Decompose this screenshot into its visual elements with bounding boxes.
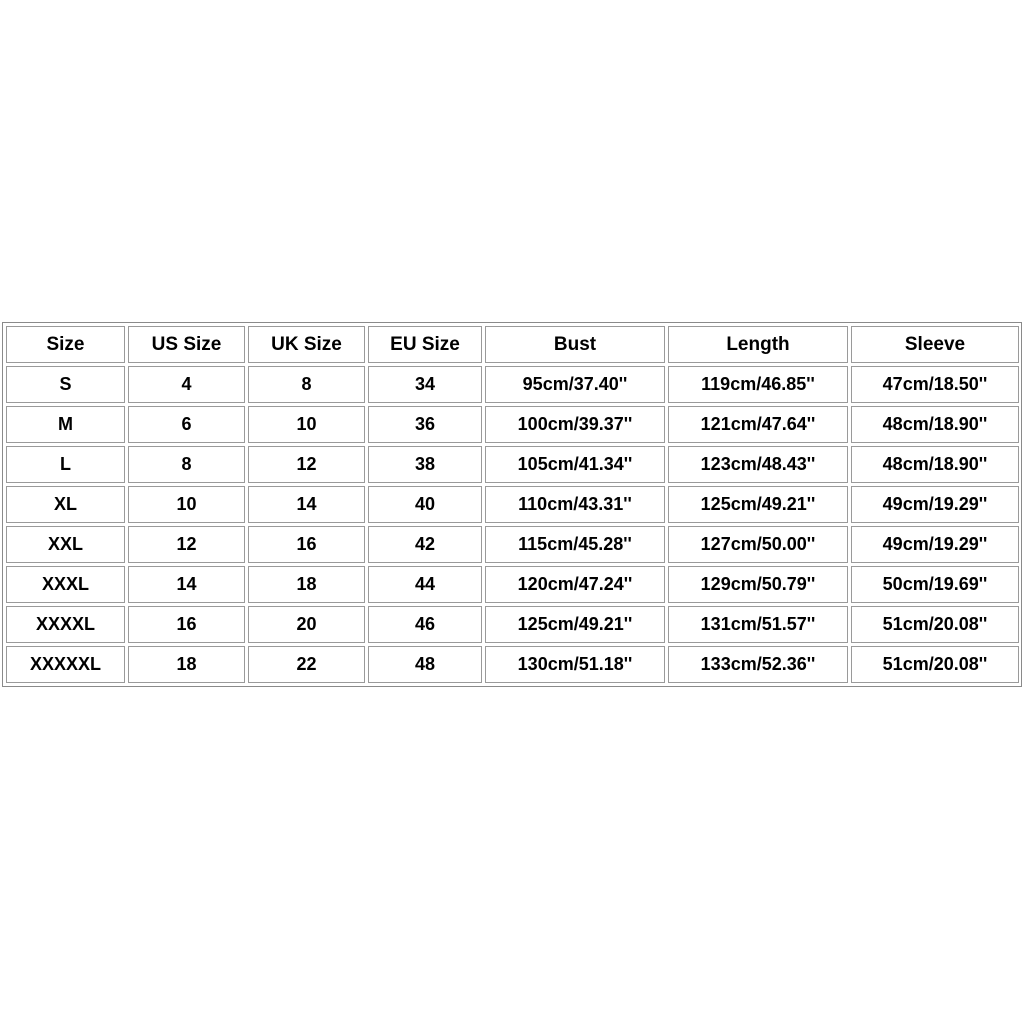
cell-length: 123cm/48.43'' xyxy=(668,446,848,483)
cell-bust: 105cm/41.34'' xyxy=(485,446,665,483)
cell-us-size: 4 xyxy=(128,366,245,403)
cell-sleeve: 47cm/18.50'' xyxy=(851,366,1019,403)
cell-size: XL xyxy=(6,486,125,523)
header-us-size: US Size xyxy=(128,326,245,363)
cell-length: 125cm/49.21'' xyxy=(668,486,848,523)
cell-eu-size: 42 xyxy=(368,526,482,563)
table-row xyxy=(6,406,1019,443)
cell-size: L xyxy=(6,446,125,483)
cell-sleeve: 48cm/18.90'' xyxy=(851,406,1019,443)
cell-sleeve: 50cm/19.69'' xyxy=(851,566,1019,603)
cell-uk-size: 18 xyxy=(248,566,365,603)
cell-size: XXL xyxy=(6,526,125,563)
cell-bust: 95cm/37.40'' xyxy=(485,366,665,403)
table-row xyxy=(6,566,1019,603)
size-chart-table xyxy=(3,323,1022,686)
cell-size: M xyxy=(6,406,125,443)
cell-uk-size: 10 xyxy=(248,406,365,443)
cell-us-size: 16 xyxy=(128,606,245,643)
cell-sleeve: 51cm/20.08'' xyxy=(851,646,1019,683)
header-size: Size xyxy=(6,326,125,363)
table-row xyxy=(6,366,1019,403)
cell-us-size: 12 xyxy=(128,526,245,563)
cell-uk-size: 22 xyxy=(248,646,365,683)
cell-us-size: 8 xyxy=(128,446,245,483)
cell-bust: 125cm/49.21'' xyxy=(485,606,665,643)
cell-uk-size: 16 xyxy=(248,526,365,563)
header-sleeve: Sleeve xyxy=(851,326,1019,363)
cell-size: S xyxy=(6,366,125,403)
cell-us-size: 14 xyxy=(128,566,245,603)
cell-eu-size: 48 xyxy=(368,646,482,683)
cell-eu-size: 40 xyxy=(368,486,482,523)
cell-eu-size: 38 xyxy=(368,446,482,483)
cell-bust: 115cm/45.28'' xyxy=(485,526,665,563)
cell-uk-size: 14 xyxy=(248,486,365,523)
cell-length: 129cm/50.79'' xyxy=(668,566,848,603)
header-row xyxy=(6,326,1019,363)
header-uk-size: UK Size xyxy=(248,326,365,363)
cell-bust: 130cm/51.18'' xyxy=(485,646,665,683)
cell-length: 119cm/46.85'' xyxy=(668,366,848,403)
header-length: Length xyxy=(668,326,848,363)
cell-length: 121cm/47.64'' xyxy=(668,406,848,443)
table-row xyxy=(6,606,1019,643)
cell-size: XXXXL xyxy=(6,606,125,643)
cell-us-size: 10 xyxy=(128,486,245,523)
cell-length: 133cm/52.36'' xyxy=(668,646,848,683)
cell-sleeve: 49cm/19.29'' xyxy=(851,526,1019,563)
cell-uk-size: 8 xyxy=(248,366,365,403)
cell-us-size: 18 xyxy=(128,646,245,683)
cell-eu-size: 44 xyxy=(368,566,482,603)
header-eu-size: EU Size xyxy=(368,326,482,363)
cell-eu-size: 46 xyxy=(368,606,482,643)
cell-length: 131cm/51.57'' xyxy=(668,606,848,643)
cell-size: XXXL xyxy=(6,566,125,603)
cell-eu-size: 34 xyxy=(368,366,482,403)
cell-uk-size: 12 xyxy=(248,446,365,483)
size-chart-frame xyxy=(2,322,1022,687)
cell-uk-size: 20 xyxy=(248,606,365,643)
cell-bust: 120cm/47.24'' xyxy=(485,566,665,603)
table-row xyxy=(6,446,1019,483)
cell-size: XXXXXL xyxy=(6,646,125,683)
cell-sleeve: 51cm/20.08'' xyxy=(851,606,1019,643)
table-row xyxy=(6,486,1019,523)
cell-sleeve: 49cm/19.29'' xyxy=(851,486,1019,523)
cell-eu-size: 36 xyxy=(368,406,482,443)
table-row xyxy=(6,646,1019,683)
table-row xyxy=(6,526,1019,563)
cell-us-size: 6 xyxy=(128,406,245,443)
cell-sleeve: 48cm/18.90'' xyxy=(851,446,1019,483)
header-bust: Bust xyxy=(485,326,665,363)
cell-bust: 100cm/39.37'' xyxy=(485,406,665,443)
cell-length: 127cm/50.00'' xyxy=(668,526,848,563)
cell-bust: 110cm/43.31'' xyxy=(485,486,665,523)
